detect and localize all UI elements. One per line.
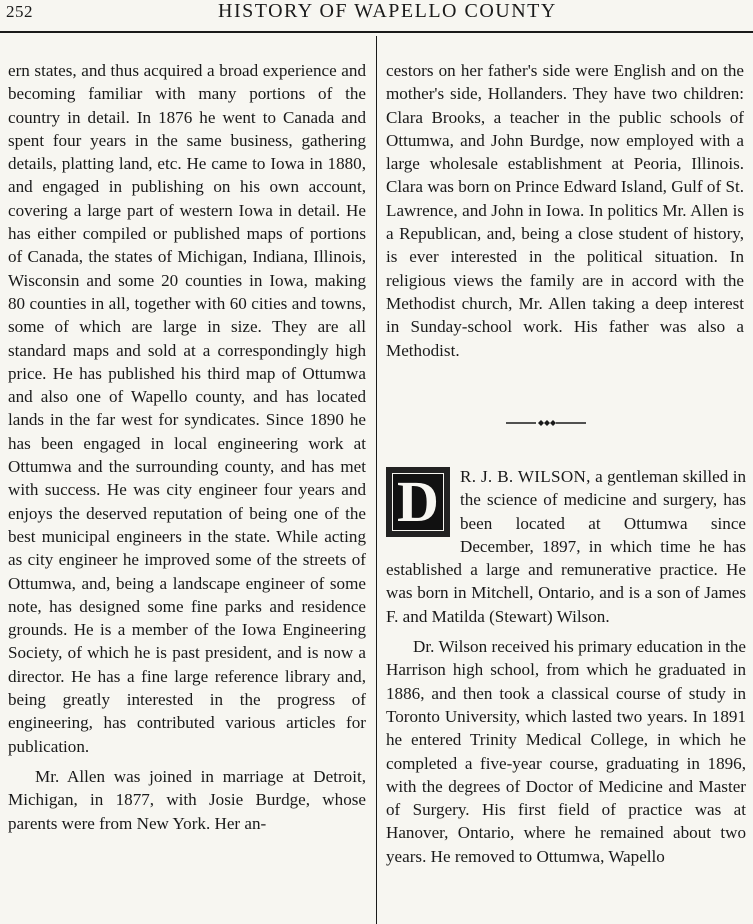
header-rule <box>0 31 753 33</box>
wilson-paragraph-1-text: a gentleman skilled in the science of medicine and surgery, has been located at Ottumwa since December, 1897, in which time he has established a large and remunerative practice. He was born in Mitchell, Ontario, and is a son of James F. and Matilda (Stewart) Wilson. <box>386 467 746 626</box>
left-paragraph-2: Mr. Allen was joined in marriage at Detroit, Michigan, in 1877, with Josie Burdge, whose parents were from New York. Her an- <box>8 766 366 833</box>
wilson-biography <box>386 465 746 868</box>
right-paragraph-1: cestors on her father's side were English and on the mother's side, Hollanders. They have two children: Clara Brooks, a teacher in the public schools of Ottumwa, and John Burdge, now employed with a large wholesale establishment at Peoria, Illinois. Clara was born on Prince Edward Island, Gulf of St. Lawrence, and John in Iowa. In politics Mr. Allen is a Republican, and, being a close student of history, is ever interested in the political situation. In religious views the family are in accord with the Methodist church, Mr. Allen taking a deep interest in Sunday-school work. His father was also a Methodist. <box>386 61 744 360</box>
running-title: HISTORY OF WAPELLO COUNTY <box>218 0 557 22</box>
page-header <box>0 0 753 30</box>
drop-cap <box>386 467 450 537</box>
section-ornament <box>506 416 586 430</box>
wilson-lead-caps: R. J. B. WILSON, <box>460 467 591 486</box>
page-number: 252 <box>6 2 33 21</box>
left-column <box>8 59 366 835</box>
drop-cap-letter: D <box>397 469 439 534</box>
right-column <box>386 59 744 362</box>
wilson-paragraph-2: Dr. Wilson received his primary education in the Harrison high school, from which he graduated in 1886, and then took a classical course of study in Toronto University, which lasted two years. In 1891 he entered Trinity Medical College, in which he completed a five-year course, graduating in 1896, with the degrees of Doctor of Medicine and Master of Surgery. His first field of practice was at Hanover, Ontario, where he remained about two years. He removed to Ottumwa, Wapello <box>386 637 746 866</box>
column-divider <box>376 36 377 924</box>
left-paragraph-1: ern states, and thus acquired a broad experience and becoming familiar with many portions of the country in detail. In 1876 he went to Canada and spent four years in the same business, gathering details, platting land, etc. He came to Iowa in 1880, and engaged in publishing on his own account, covering a large part of western Iowa in detail. He has either compiled or published maps of portions of Canada, the states of Michigan, Indiana, Illinois, Wisconsin and some 20 counties in Iowa, making 80 counties in all, together with 60 cities and towns, some of which are large in size. They are all standard maps and sold at a correspondingly high price. He has published his third map of Ottumwa and also one of Wapello county, and has located lands in the far west for syndicates. Since 1890 he has been engaged in local engineering work at Ottumwa and the surrounding county, and has met with success. He was city engineer four years and enjoys the deserved reputation of being one of the best municipal engineers in the state. While acting as city engineer he improved some of the streets of Ottumwa, and, being a landscape engineer of some note, has designed some fine parks and residence grounds. He is a member of the Iowa Engineering Society, of which he is past president, and is now a director. He has a fine large reference library and, being greatly interested in the progress of engineering, has contributed various articles for publication. <box>8 61 366 756</box>
wilson-paragraph-1 <box>386 465 746 628</box>
